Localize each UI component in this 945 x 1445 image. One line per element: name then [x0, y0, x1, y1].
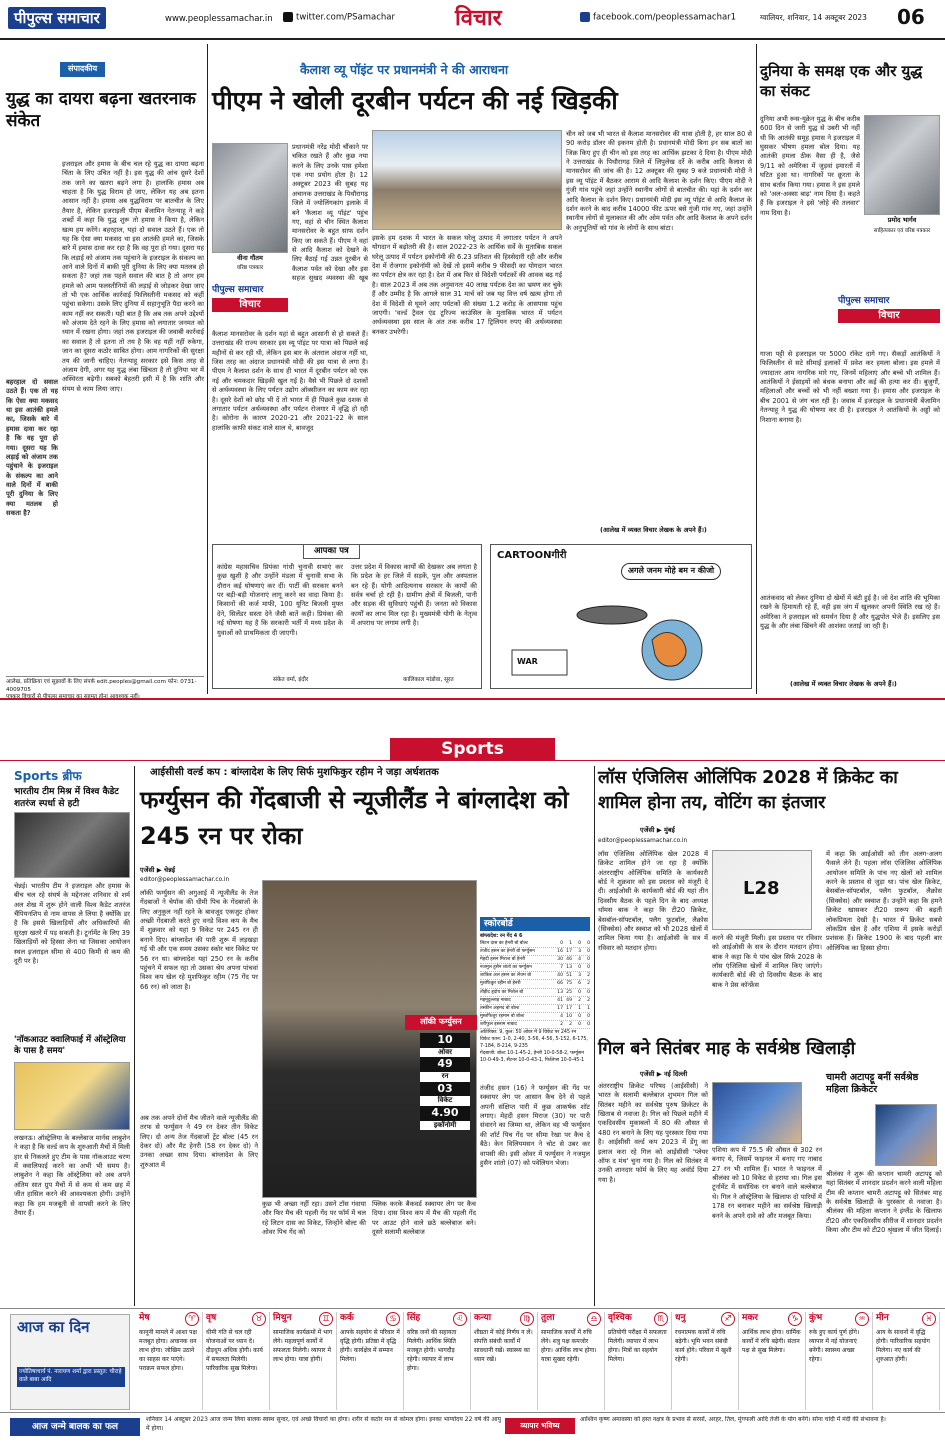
- letters-title: आपका पत्र: [303, 544, 360, 559]
- gill-body-3: श्रीलंका ने शुरू की कप्तान चामरी अटापट्टू को यहां सितंबर में शानदार प्रदर्शन करने वाली महिला टीम की कप्तान चामरी अटापट्टू को सितंबर माह के सर्वश्रेष्ठ खिलाड़ी के पुरस्कार से नवाजा है। श्रीलंका की महिला कप्तान ने इंग्लैंड के खिलाफ टी20 और एकदिवसीय सीरीज में शानदार प्रदर्शन किया और टीम को टी20 श्रृंखला में जीत दिलाई।: [826, 1170, 942, 1235]
- scorecard-value: 66: [557, 981, 563, 987]
- rashi-name: सिंह: [407, 1313, 421, 1323]
- scorecard-value: 17: [566, 1005, 572, 1011]
- zodiac-icon: ♈: [185, 1312, 199, 1326]
- scorecard-value: 0: [578, 989, 581, 995]
- rashi-column: [739, 1312, 806, 1410]
- rashi-column: [873, 1312, 940, 1410]
- editorial-body: इजराइल और हमास के बीच चल रहे युद्ध का दायरा बढ़ना चिंता के लिए उचित नहीं है। इस युद्ध की आंच दूसरे देशों तक जाने का खतरा बढ़ने लगा है। हालांकि हमास अब चाहता है कि युद्ध विराम हो जाए, लेकिन यह अब इतना आसान नहीं है। हमास अब युद्धविराम पर बातचीत के लिए तैयार है, लेकिन इजराइली पीएम बेंजामिन नेतन्याहू ने कड़े शब्दों में कहा कि युद्ध शुरू तो हमास ने किया है, लेकिन खत्म हम करेंगे। बहरहाल, यहां दो सवाल उठते हैं। एक तो यह कि ऐसा क्या मकसद था इस आतंकी हमले का, जिसके बारे में हमास दावा कर रहा है कि वह पूरा हो गया। दूसरा यह कि लड़ाई को अंजाम तक पहुंचाने के इजराइल के संकल्प का आने वाले दिनों में बाकी पूरी दुनिया के लिए क्या मतलब हो सकता है? जहां तक पहले सवाल की बात है तो अगर हम हमले को आम फलस्तीनियों की लड़ाई से जोड़कर देखा जाए तो भी एक आर्थिक कार्रवाई फिलिस्तीनी मकसद को कहीं पहुंचा सकेगा। उसके लिए दुनिया में सहानुभूति पैदा करने का काम नहीं कर सकती। यही बात है कि अब तक अपने उद्देश्यों को अंजाम देते रहने के लिए हमास को लगातार जनमत को ध्यान में रखना होगा। जहां तक इजराइल की जवाबी कार्रवाई का सवाल है तो इतना तो तय है कि वह यहीं नहीं रुकेगा, जान का दूसरा कठोर साबित होगा। आम नागरिकों की सुरक्षा तय की जानी चाहिए। नेतन्याहू सरकार इसे किस तरह से अंजाम देगी, अगर यह युद्ध लंबा खिंचता है तो दुनिया भर में अस्थिरता बढ़ेगी। सबको बेहतरी इसी में है कि शांति और संयम से काम लिया जाए।: [62, 160, 204, 393]
- scorecard-row: [480, 948, 590, 956]
- scorecard-row: [480, 956, 590, 964]
- scorecard-bowling: गेंदबाजी: बोल्ट 10-1-45-2, हेनरी 10-0-58-2, फर्ग्युसन 10-0-49-3, सैंटनर 10-0-43-1, फिलिप्स 10-0-45-1: [480, 1050, 585, 1063]
- right-body-1: दुनिया अभी रूस-यूक्रेन युद्ध के बीच करीब 600 दिन से जारी युद्ध से उबरी भी नहीं थी कि आतंकी समूह हमास ने इजराइल में घुसकर भीषण हमला बोल दिया। यह आतंकी हमला ठीक वैसा ही है, जैसे 9/11 को अमेरिका में जुड़वां इमारतों में घटित हुआ था। नागरिकों पर क्रूरता के साथ बर्ताव किया गया। हमास ने इस हमले को 'अल-अक्सा बाढ़' नाम दिया है। कहते हैं कि इजराइल ने इसे 'लोहे की तलवार' नाम दिया है।: [760, 115, 860, 217]
- lead-section-tag: विचार: [212, 298, 288, 312]
- scorecard-batsman: तौहीद हृदोय का मिशेल बो: [480, 989, 524, 995]
- right-logo: पीपुल्स समाचार: [838, 296, 890, 306]
- scorecard-value: 0: [578, 940, 581, 946]
- rashi-text: कानूनी मामले में आशा पक्ष मजबूत होगा। अचानक धन लाभ होगा। जोखिम उठाने का साहस कर पाएंगे। पराक्रम सफल होगा।: [139, 1328, 197, 1372]
- scorecard-value: 0: [587, 940, 590, 946]
- rashi-text: धीमी गति से चल रही योजनाओं पर ध्यान दें। दौड़धूप अधिक होगी। कार्य में सफलता मिलेगी। पारिवारिक सुख मिलेगा।: [206, 1328, 263, 1372]
- stat-economy-label: इकॉनोमी: [420, 1121, 470, 1130]
- rashi-text: आपके सहयोग से परिवार में वृद्धि होगी। प्रतिष्ठा में वृद्धि होगी। कार्यक्षेत्र में सम्मान मिलेगा।: [340, 1328, 400, 1363]
- gill-byline: एजेंसी ▶ नई दिल्ली: [640, 1070, 688, 1078]
- scorecard-value: 3: [578, 973, 581, 979]
- scorecard-row: [480, 1013, 590, 1021]
- editorial-footer-email: आलेख, प्रतिक्रिया एवं सुझावों के लिए संपर्क edit.peoples@gmail.com फोन: 0731-4009705: [6, 679, 197, 693]
- la-body-2: में कहा कि आईओसी को तीन अलग-अलग फैसले लेने हैं। पहला लॉस एंजिलिस ओलिंपिक आयोजन समिति के पांच नए खेलों को शामिल करने के प्रस्ताव से जुड़ा था। पांच खेल क्रिकेट, बेसबॉल-सॉफ्टबॉल, फ्लैग फुटबॉल, लैक्रोस (सिक्सेस) और स्क्वाश हैं। उन्होंने कहा कि हमने क्रिकेट खासकर टी20 प्रारूप की बढ़ती लोकप्रियता देखी है। भारत में क्रिकेट सबसे लोकप्रिय खेल है और एशिया में इसके करोड़ों प्रशंसक हैं। क्रिकेट 1900 के बाद पहली बार ओलिंपिक का हिस्सा होगा।: [826, 850, 942, 952]
- rashi-column: [538, 1312, 605, 1410]
- scorecard-batsman: तस्कीन अहमद बो बोल्ट: [480, 1005, 520, 1011]
- chess-photo: [14, 812, 130, 878]
- scorecard-value: 30: [557, 957, 563, 963]
- stat-wickets-label: विकेट: [420, 1096, 470, 1105]
- section-title: विचार: [455, 6, 502, 31]
- rashi-name: कन्या: [474, 1313, 492, 1323]
- brief-body: चेन्नई। भारतीय टीम ने इजराइल और हमास के बीच चल रहे संघर्ष के मद्देनजर शनिवार से शर्म अल शेख में शुरू होने वाली विश्व कैडेट शतरंज चैंपियनशिप से नाम वापस ले लिया है क्योंकि डर है कि इससे खिलाड़ियों और अधिकारियों की सुरक्षा खतरे में पड़ सकती है। टूर्नामेंट के लिए 39 खिलाड़ियों को हिस्सा लेना था जिसका आयोजन स्थल इजराइल सीमा से 400 किमी से कम की दूरी पर है।: [14, 882, 130, 965]
- scorecard-value: 7: [560, 965, 563, 971]
- letter-2-sign: कालिकाल मांडोवा, सूरत: [403, 677, 454, 683]
- scorecard-value: 25: [566, 989, 572, 995]
- sports-brief-title: Sports ब्रीफ: [14, 769, 82, 783]
- right-section-tag: विचार: [838, 309, 940, 323]
- cartoon-drawing: [497, 585, 747, 685]
- rashi-text: आय के साधनों में वृद्धि होगी। पारिवारिक सहयोग मिलेगा। नए कार्य की शुरुआत होगी।: [876, 1328, 930, 1363]
- scorecard-value: 16: [557, 949, 563, 954]
- scorecard-value: 0: [587, 1013, 590, 1019]
- rashi-column: [672, 1312, 739, 1410]
- today-title: आज का दिन: [17, 1318, 90, 1336]
- rashi-text: शीघ्रता में कोई निर्णय न लें। संपत्ति संबंधी कार्यों में सावधानी रखें। स्वास्थ्य का ध्यान रखें।: [474, 1328, 533, 1363]
- author-role: वरिष्ठ पत्रकार: [236, 265, 264, 271]
- la-headline: लॉस एंजिलिस ओलिंपिक 2028 में क्रिकेट का शामिल होना तय, वोटिंग का इंतजार: [598, 768, 898, 814]
- zodiac-icon: ♑: [788, 1312, 802, 1326]
- main-email: editor@peoplessamachar.co.in: [140, 877, 230, 883]
- rashi-name: धनु: [675, 1313, 686, 1323]
- right-author-role: साहित्यकार एवं वरिष्ठ पत्रकार: [873, 228, 931, 234]
- stat-overs-label: ओवर: [420, 1048, 470, 1057]
- scorecard-rows: [480, 940, 590, 1029]
- right-body-3: आतंकवाद को लेकर दुनिया दो खेमों में बंटी हुई है। जो देश शांति की भूमिका रखने के हिमायती रहे हैं, वही इस जंग में खुलकर अपनी स्थिति रख रहे हैं। अमेरिका ने इजराइल को समर्थन दिया है और युद्धपोत भेजे हैं। इसलिए इस युद्ध के और लंबा खिंचने की आशंका जताई जा रही है।: [760, 594, 940, 631]
- scorecard-value: 13: [566, 965, 572, 971]
- lead-note: (आलेख में व्यक्त विचार लेखक के अपने हैं।): [600, 526, 707, 534]
- today-box: [10, 1314, 130, 1410]
- rashi-text: रचनात्मक कार्यों में रुचि बढ़ेगी। भूमि भवन संबंधी कार्य होंगे। परिवार में खुशी रहेगी।: [675, 1328, 732, 1363]
- scorecard-value: 0: [578, 965, 581, 971]
- zodiac-icon: ♏: [654, 1312, 668, 1326]
- cartoon-title: CARTOONगीरी: [497, 550, 567, 561]
- scorecard-value: 46: [566, 957, 572, 963]
- main-kicker: आईसीसी वर्ल्ड कप : बांग्लादेश के लिए सिर्फ मुशफिकुर रहीम ने जड़ा अर्धशतक: [150, 767, 439, 778]
- right-headline: दुनिया के समक्ष एक और युद्ध का संकट: [760, 62, 923, 100]
- main-col2: अब तक अपने दोनों मैच जीतने वाले न्यूजीलैंड की तरफ से फर्ग्युसन ने 49 रन देकर तीन विकेट लिए। दो अन्य तेज गेंदबाजों ट्रेंट बोल्ट (45 रन देकर दो) और मैट हेनरी (58 रन देकर दो) ने उनका अच्छा साथ दिया। बांग्लादेश के लिए शुरुआत में: [140, 1114, 258, 1169]
- lead-logo: पीपुल्स समाचार: [212, 285, 264, 295]
- scorecard-row: [480, 989, 590, 997]
- scorecard-row: [480, 972, 590, 980]
- la-body-3: करने की मंजूरी मिली। इस प्रस्ताव पर रविवार को आईओसी के सत्र के दौरान मतदान होगा। बाक ने कहा कि ये पांच खेल सिर्फ 2028 के लॉस एंजिलिस खेलों में शामिल किए जाएंगे। कार्यकारी बोर्ड की दो दिवसीय बैठक के बाद बाक ने प्रेस कॉन्फ्रेंस: [712, 934, 822, 989]
- scorecard-batsman: मेहदी हसन मिराज बो हेनरी: [480, 957, 526, 963]
- letter-2: उत्तर प्रदेश में विकास कार्यों की देखकर अब लगता है कि प्रदेश के हर जिले में सड़कें, पुल और अस्पताल बन रहे हैं। योगी आदित्यनाथ सरकार के कार्यों की सर्वत्र चर्चा हो रही है। ग्रामीण क्षेत्रों में बिजली, पानी और सड़क की सुविधाएं पहुंची हैं। जनता को विकास कार्यों का लाभ मिल रहा है। मुख्यमंत्री योगी के नेतृत्व में अपराध पर लगाम लगी है।: [351, 563, 477, 628]
- lead-kicker: कैलाश व्यू पॉइंट पर प्रधानमंत्री ने की आराधना: [300, 62, 509, 77]
- rashi-column: [270, 1312, 337, 1410]
- scorecard-value: 0: [578, 1013, 581, 1019]
- quote-headline: 'नॉकआउट क्वालिफाई में ऑस्ट्रेलिया के पास है समय': [14, 1035, 126, 1057]
- stat-wickets-value: 03: [420, 1082, 470, 1097]
- letter-1-sign: संकेत वर्मा, इंदौर: [273, 677, 309, 683]
- rashi-text: सामाजिक कार्यों में रुचि लेंगे। शत्रु पक्ष कमजोर होगा। आर्थिक लाभ होगा। यात्रा सुखद रहेगी।: [541, 1328, 597, 1363]
- scorecard-batsman: शरीफुल इस्लाम नाबाद: [480, 1021, 517, 1027]
- gill-subhead: चामरी अटापट्टू बनीं सर्वश्रेष्ठ महिला क्रिकेटर: [826, 1072, 919, 1096]
- author-photo: [212, 143, 288, 253]
- rashi-name: मेष: [139, 1313, 150, 1323]
- lead-logo-box: [212, 284, 288, 312]
- letter-1: कांग्रेस महासचिव प्रियंका गांधी चुनावी सभाएं कर कुछ खुशी है और उन्होंने मंडला में चुनावी सभा के दौरान कई घोषणाएं कर दीं। पार्टी की सरकार बनने पर बड़ी-बड़ी योजनाएं लागू करने का वादा किया है। किसानों की कर्ज माफी, 100 यूनिट बिजली मुफ्त देने, सिलेंडर सस्ता देने जैसी बातें कही। प्रियंका की नई घोषणा यह है कि सरकारी भर्ती में मध्य प्रदेश के युवाओं को प्राथमिकता दी जाएगी।: [217, 563, 343, 637]
- scorecard-row: [480, 1021, 590, 1029]
- scorecard-batsman: शाकिब अल हसन का लैथम बो: [480, 973, 532, 979]
- stat-overs-value: 10: [420, 1033, 470, 1048]
- scorecard-value: 0: [578, 1021, 581, 1027]
- newspaper-logo[interactable]: पीपुल्स समाचार: [8, 8, 106, 28]
- scorecard-value: 17: [566, 949, 572, 954]
- dateline: ग्वालियर, शनिवार, 14 अक्टूबर 2023: [760, 13, 867, 22]
- page-number: 06: [897, 5, 925, 29]
- rashi-text: आर्थिक लाभ होगा। धार्मिक कार्यों में रुचि बढ़ेगी। संतान पक्ष से सुख मिलेगा।: [742, 1328, 801, 1354]
- scorecard-value: 1: [587, 1005, 590, 1011]
- brief-headline: भारतीय टीम मिश्र में विश्व कैडेट शतरंज स्पर्धा से हटी: [14, 787, 119, 810]
- zodiac-icon: ♒: [855, 1312, 869, 1326]
- scorecard-value: 2: [569, 1021, 572, 1027]
- birth-text: शनिवार 14 अक्टूबर 2023 आज जन्म लिया बालक स्वस्थ सुन्दर, एवं अच्छे विचारों का होगा। शरीर से कठोर मन से कोमल होगा। इनका भाग्योदय 22 वर्ष की आयु में होगा।: [146, 1416, 501, 1432]
- rashi-text: सामाजिक कार्यक्रमों में भाग लेंगे। महत्वपूर्ण कार्यों में सफलता मिलेगी। व्यापार में लाभ होगा। यात्रा होगी।: [273, 1328, 333, 1363]
- player-tag: लॉकी फर्ग्युसन: [405, 1015, 477, 1030]
- rashi-column: [404, 1312, 471, 1410]
- scorecard-value: 51: [566, 973, 572, 979]
- main-col4: फ्लिक करके बैकवर्ड स्क्वायर लेग पर कैच दिया। दास विश्व कप में मैच की पहली गेंद पर आउट होने वाले छठे बल्लेबाज बने। दूसरे सलामी बल्लेबाज: [372, 1200, 476, 1237]
- scorecard-value: 10: [566, 1013, 572, 1019]
- scorecard-row: [480, 980, 590, 988]
- right-author-photo: [864, 115, 940, 215]
- scorecard-summary: [480, 1030, 590, 1065]
- scorecard-value: 40: [557, 973, 563, 979]
- scorecard-value: 49: [566, 997, 572, 1003]
- rashi-column: [605, 1312, 672, 1410]
- stat-runs-value: 49: [420, 1057, 470, 1072]
- right-body-2: गाजा पट्टी से इजराइल पर 5000 रॉकेट दागे गए। सैकड़ों आतंकियों ने फिलिस्तीन से सटे सीमाई इलाकों में प्रवेश कर हमला बोला। इस हमले में ज्यादातर आम नागरिक मारे गए, जिनमें महिलाएं और बच्चे भी शामिल हैं। आतंकियों ने ईसाइयों को बंधक बनाया और कई की हत्या कर दी। बुजुर्गों, महिलाओं और बच्चों को भी नहीं बख्शा गया है। हमास और इजराइल के बीच 2001 से जंग चल रही है। जवाब में इजराइल के प्रधानमंत्री बेंजामिन नेतन्याहू ने युद्ध की घोषणा कर दी है। इजराइल ने आतंकियों के अड्डों को निशाना बनाया है।: [760, 350, 940, 424]
- scorecard-row: [480, 1005, 590, 1013]
- twitter-link[interactable]: twitter.com/PSamachar: [283, 12, 395, 24]
- market-text: आश्विन कृष्ण अमावस्या को हस्त नक्षत्र के प्रभाव से सरसों, अरहर, तिल, मूंगफली आदि तेजी के योग बनेंगे। सोना चांदी में मंदी की संभावना है।: [580, 1416, 886, 1423]
- scorecard-value: 2: [587, 997, 590, 1003]
- scorecard-title: स्कोरबोर्ड: [480, 917, 590, 931]
- lead-headline: पीएम ने खोली दूरबीन पर्यटन की नई खिड़की: [212, 86, 618, 115]
- zodiac-icon: ♋: [386, 1312, 400, 1326]
- birth-label: आज जन्मे बालक का फल: [10, 1418, 140, 1436]
- scorecard-batsman: मुशफिकुर रहीम बो हेनरी: [480, 981, 521, 987]
- right-author-name: प्रमोद भार्गव: [887, 216, 917, 224]
- rashi-name: तुला: [541, 1313, 555, 1323]
- la-byline: एजेंसी ▶ मुंबई: [640, 826, 675, 834]
- lead-photo: [372, 130, 562, 230]
- scorecard-value: 17: [557, 1005, 563, 1011]
- main-col1: लॉकी फर्ग्युसन की अगुआई में न्यूजीलैंड के तेज गेंदबाजों ने चेपॉक की धीमी पिच के गेंदबाजों के लिए अनुकूल नहीं रहने के बावजूद एकजुट होकर अच्छी गेंदबाजी करते हुए वनडे विश्व कप के मैच में शुक्रवार को यहां 9 विकेट पर 245 रन ही बनाने दिए। बांग्लादेश की पारी शुरू में लड़खड़ा गई थी और एक समय उसका स्कोर चार विकेट पर 56 रन था। बांग्लादेश यहां 250 रन के करीब पहुंचने में सफल रहा तो उसका श्रेय अपना पांचवां विश्व कप खेल रहे मुशफिकुर रहीम (75 गेंद पर 66 रन) को जाता है।: [140, 889, 258, 991]
- labuschagne-photo: [14, 1062, 130, 1130]
- right-note: (आलेख में व्यक्त विचार लेखक के अपने हैं।): [790, 680, 897, 688]
- gill-headline: गिल बने सितंबर माह के सर्वश्रेष्ठ खिलाड़ी: [598, 1039, 856, 1059]
- facebook-link[interactable]: facebook.com/peoplessamachar1: [580, 12, 736, 24]
- scorecard: [480, 917, 590, 1047]
- letters-box: [212, 544, 482, 689]
- main-headline: फर्ग्युसन की गेंदबाजी से न्यूजीलैंड ने बांग्लादेश को 245 रन पर रोका: [140, 786, 569, 850]
- stat-economy-value: 4.90: [420, 1106, 470, 1121]
- la28-logo-box: [712, 850, 812, 930]
- rashi-column: [203, 1312, 270, 1410]
- scorecard-value: 0: [587, 949, 590, 954]
- gill-body: अंतरराष्ट्रीय क्रिकेट परिषद (आईसीसी) ने भारत के सलामी बल्लेबाज शुभमन गिल को सितंबर महीने का सर्वश्रेष्ठ पुरुष क्रिकेटर के खिताब से नवाजा है। गिल को पिछले महीने में एकदिवसीय मुकाबलों में 80 की औसत से 480 रन बनाने के लिए यह पुरस्कार दिया गया है। आईसीसी वर्ल्ड कप 2023 में डेंगू का इलाज करा रहे गिल को आईसीसी 'प्लेयर ऑफ द मंथ' चुना गया है। गिल को सितंबर में उनकी शानदार फॉर्म के लिए यह अवॉर्ड दिया गया है।: [598, 1082, 708, 1184]
- la28-logo: L28: [743, 878, 780, 899]
- editorial-headline: युद्ध का दायरा बढ़ना खतरनाक संकेत: [6, 89, 196, 132]
- scorecard-value: 2: [587, 981, 590, 987]
- scorecard-value: 4: [560, 1013, 563, 1019]
- rashi-name: कर्क: [340, 1313, 354, 1323]
- scorecard-batsman: तंजीद हसन का हेनरी बो फर्ग्युसन: [480, 949, 535, 954]
- twitter-icon: [283, 12, 293, 22]
- rashi-text: वरिष्ठ जनों की सहायता मिलेगी। आर्थिक स्थिति मजबूत होगी। भागदौड़ रहेगी। व्यापार में लाभ होगा।: [407, 1328, 457, 1372]
- rashi-column: [806, 1312, 873, 1410]
- scorecard-batsman: नजमुल हुसैन शांतो का फर्ग्युसन: [480, 965, 532, 971]
- athapaththu-photo: [875, 1104, 937, 1166]
- masthead: [0, 0, 945, 40]
- author-name: वीना गौतम: [237, 254, 263, 262]
- lead-col1-cont: कैलाश मानसरोवर के दर्शन यहां से बहुत आसानी से हो सकते हैं। उत्तराखंड की राज्य सरकार इस व्यू पॉइंट पर यात्रा को पिछले कई महीनों से कर रही थी, लेकिन इस बार के अंतराल अंदाज नहीं था, जिस तरह का अंदाज प्रधानमंत्री मोदी की इस यात्रा से लगा है। पीएम ने कैलाश दर्शन के साथ ही भारत में दूरबीन पर्यटन को एक नई और चमकदार खिड़की खुल गई है। वैसे भी पिछले दो दशकों से अर्थव्यवस्था के लिए पर्यटन उद्योग ऑक्सीजन का काम कर रहा है। दूसरे देशों को छोड़ भी दें तो भारत में ही पिछले कुछ दशक से लगातार पर्यटन अर्थव्यवस्था और पर्यटन रोजगार में वृद्धि हो रही है। कोरोना के कारण 2020-21 और 2021-22 के साल हालांकि काफी संकट वाले साल थे, बावजूद: [212, 330, 368, 432]
- main-col3: कुछ भी अच्छा नहीं रहा। उसने टॉस गंवाया और फिर मैच की पहली गेंद पर फॉर्म में चल रहे लिटन दास का विकेट, जिन्होंने बोल्ट की ओवर पिच गेंद को: [262, 1200, 366, 1237]
- zodiac-icon: ♉: [252, 1312, 266, 1326]
- scorecard-value: 1: [578, 1005, 581, 1011]
- rashi-name: मकर: [742, 1313, 758, 1323]
- zodiac-icon: ♌: [453, 1312, 467, 1326]
- scorecard-value: 41: [557, 997, 563, 1003]
- cartoon-box: [490, 544, 752, 689]
- lead-col4: चीन को जब भी भारत से कैलाश मानसरोवर की यात्रा होती है, हर साल 80 से 90 करोड़ डॉलर की इकनम होती है। प्रधानमंत्री मोदी बिना इन सब बातों का जिक्र किए हुए ही चीन को इस तरह का आर्थिक झटका दे दिया है। पीएम मोदी ने उत्तराखंड के पिथौरागढ़ जिले में लिपुलेख दर्रे के करीब आदि कैलाश से मानसरोवर की जांच की है। 12 अक्टूबर की सुबह 9 बजे प्रधानमंत्री मोदी ने इस व्यू पॉइंट में बैठकर आराम से आदि कैलाश के दर्शन किए। पीएम मोदी ने गुंजी गांव पहुंचे जहां उन्होंने स्थानीय लोगों से बातचीत की। यहां के दर्शन कर आदि कैलाश के दर्शन किए। प्रधानमंत्री मोदी इस व्यू पॉइंट से आदि कैलाश के दर्शन करने के बाद करीब 14000 फीट ऊपर बसे गुंजी गांव गए, जहां उन्होंने स्थानीय लोगों से मुलाकात की और ओम पर्वत और आदि कैलाश के अपने दर्शन के अनुभूतियों को गांव के लोगों के साथ बांटा।: [566, 130, 752, 232]
- rashi-column: [136, 1312, 203, 1410]
- market-label: व्यापार भविष्य: [505, 1418, 575, 1434]
- rashi-text: प्रतियोगी परीक्षा में सफलता मिलेगी। व्यापार में लाभ होगा। मित्रों का सहयोग मिलेगा।: [608, 1328, 667, 1363]
- zodiac-icon: ♊: [319, 1312, 333, 1326]
- today-body: ज्योतिषाचार्य पं. नारायण शर्मा द्वारा प्रस्तुत: चौराहे वाले बाबा आदि: [17, 1367, 125, 1387]
- main-byline: एजेंसी ▶ चेन्नई: [140, 866, 176, 874]
- zodiac-icon: ♍: [520, 1312, 534, 1326]
- gill-body-2: एशिया कप में 75.5 की औसत से 302 रन बनाए थे, जिसमें फाइनल में बनाए गए नाबाद 27 रन भी शामिल हैं। भारत ने फाइनल में श्रीलंका को 10 विकेट से हराया था। गिल इस टूर्नामेंट में सर्वाधिक रन बनाने वाले बल्लेबाज थे। गिल ने ऑस्ट्रेलिया के खिलाफ दो पारियों में 178 रन बनाकर महीने का सर्वश्रेष्ठ खिलाड़ी बनने के अपने दावे को और मजबूत किया।: [712, 1146, 822, 1220]
- scorecard-value: 0: [560, 940, 563, 946]
- scorecard-value: 0: [587, 989, 590, 995]
- scorecard-fow: विकेट पतन: 1-0, 2-40, 3-56, 4-56, 5-152, 6-175, 7-184, 8-214, 9-235: [480, 1036, 588, 1049]
- scorecard-value: 2: [587, 973, 590, 979]
- zodiac-icon: ♎: [587, 1312, 601, 1326]
- stat-runs-label: रन: [420, 1072, 470, 1081]
- scorecard-extras: अतिरिक्त: 9, कुल: 50 ओवर में 9 विकेट पर 245 रन: [480, 1030, 577, 1035]
- sports-section-label: Sports: [390, 738, 555, 760]
- la-body: लॉस एंजिलिस ओलिंपिक खेल 2028 में क्रिकेट शामिल होने जा रहा है क्योंकि अंतरराष्ट्रीय ओलिंपिक समिति के कार्यकारी बोर्ड ने शुक्रवार को इस प्रस्ताव को मंजूरी दे दी। आईओसी के कार्यकारी बोर्ड की यहां तीन दिवसीय बैठक के पहले दिन के बाद अध्यक्ष थॉमस बाक ने कहा कि टी20 क्रिकेट, बेसबॉल-सॉफ्टबॉल, फ्लैग फुटबॉल, लैक्रोस (सिक्सेस) और स्क्वाश को भी 2028 खेलों में शामिल किया गया है। आईओसी के सत्र में रविवार को मतदान होगा।: [598, 850, 708, 952]
- rashi-column: [337, 1312, 404, 1410]
- scorecard-value: 0: [587, 965, 590, 971]
- cartoon-label: WAR: [517, 657, 538, 666]
- scorecard-row: [480, 964, 590, 972]
- scorecard-value: 1: [569, 940, 572, 946]
- right-logo-box: [838, 295, 940, 323]
- rashi-name: वृश्चिक: [608, 1313, 632, 1323]
- scorecard-value: 2: [560, 1021, 563, 1027]
- la-email: editor@peoplessamachar.co.in: [598, 838, 688, 844]
- rashi-column: [471, 1312, 538, 1410]
- scorecard-value: 0: [587, 1021, 590, 1027]
- scorecard-value: 13: [557, 989, 563, 995]
- website-link[interactable]: www.peoplessamachar.in: [165, 14, 273, 24]
- quote-body: लखनऊ। ऑस्ट्रेलिया के बल्लेबाज मार्नस लाबुशेन ने कहा है कि वर्ल्ड कप के शुरुआती मैचों में मिली हार से निकलते हुए टीम के पास नॉकआउट चरण में क्वालिफाई करने का अभी भी समय है। लाबुशेन ने कहा कि ऑस्ट्रेलिया को अब अपने अंतिम सात ग्रुप मैचों में से कम से कम छह में जीत हासिल करने की आवश्यकता होगी। उन्होंने कहा कि हम मजबूती से वापसी करने के लिए तैयार हैं।: [14, 1134, 130, 1217]
- gill-photo: [712, 1082, 802, 1144]
- lead-col1: प्रधानमंत्री नरेंद्र मोदी चौंकाने पर चकित रखते हैं और कुछ नया करने के लिए उनके पास हमेशा एक नया प्रयोग होता है। 12 अक्टूबर 2023 की सुबह यह अचानक उत्तराखंड के पिथौरागढ़ जिले में ज्योलिंगकांग इलाके में बने 'कैलाश व्यू पॉइंट' पहुंच गए, वहां से चीन स्थित कैलाश मानसरोवर के बहुत साफ दर्शन किए जा सकते हैं। पीएम ने वहां से आदि कैलाश को देखने के लिए बैठाई गई उन्नत दूरबीन से कैलाश पर्वत को देखा और इस सहज सुखद व्यवस्था की खूब: [292, 143, 368, 283]
- stats-box: [420, 1033, 470, 1130]
- editorial-tag: संपादकीय: [60, 62, 105, 77]
- stats-body: तंजीद हसन (16) ने फर्ग्युसन की गेंद पर स्क्वायर लेग पर आसान कैच देने से पहले अपनी संक्षिप्त पारी में कुछ आकर्षक शॉट लगाए। मेहदी हसन मिराज (30) पर पारी संवारने का जिम्मा था, लेकिन वह भी फर्ग्युसन की शॉर्ट पिच गेंद पर सीमा रेखा पर कैच दे बैठे। केन विलियमसन ने चोट से उबर कर वापसी की। इसी ओवर में फर्ग्युसन ने नजमुल हुसैन शांतो (07) को पवेलियन भेजा।: [480, 1084, 590, 1167]
- scorecard-batsman: लिटन दास का हेनरी बो बोल्ट: [480, 940, 528, 946]
- scorecard-value: 2: [578, 997, 581, 1003]
- scorecard-value: 3: [578, 949, 581, 954]
- editorial-pullquote: बहरहाल दो सवाल उठते हैं। एक तो यह कि ऐसा क्या मकसद था इस आतंकी हमले का, जिसके बारे में हमास दावा कर रहा है कि वह पूरा हो गया। दूसरा यह कि लड़ाई को अंजाम तक पहुंचाने के इजराइल के संकल्प का आने वाले दिनों में बाकी पूरी दुनिया के लिए क्या मतलब हो सकता है?: [6, 378, 58, 518]
- rashi-name: वृष: [206, 1313, 217, 1323]
- zodiac-icon: ♓: [922, 1312, 936, 1326]
- rashi-name: मिथुन: [273, 1313, 292, 1323]
- scorecard-value: 4: [578, 957, 581, 963]
- scorecard-value: 75: [566, 981, 572, 987]
- rashi-name: मीन: [876, 1313, 889, 1323]
- scorecard-batsman: मुस्तफिजुर रहमान बो बोल्ट: [480, 1013, 525, 1019]
- facebook-icon: [580, 12, 590, 22]
- scorecard-row: [480, 997, 590, 1005]
- scorecard-header: बांग्लादेश: रन गेंद 4 6: [480, 933, 523, 940]
- scorecard-row: [480, 940, 590, 948]
- rashi-name: कुंभ: [809, 1313, 823, 1323]
- lead-col3: इसके हम दशक में भारत के सकल घरेलू उत्पाद में लगातार पर्यटन ने अपने योगदान में बढ़ोतरी की है। साल 2022-23 के आर्थिक सर्वे के मुताबिक सकल घरेलू उत्पाद में पर्यटन इकोनॉमी की 6.23 प्रतिशत की हिस्सेदारी रही और करीब देश में रोजगार इकोनॉमी को देखें तो इसमें करीब 9 फीसदी का योगदान भारत का पर्यटन क्षेत्र कर रहा है। देश में अब फिर से विदेशी पर्यटकों की आवक बढ़ गई है। साल 2023 में अब तक अनुमानतः 40 लाख पर्यटक देश का भ्रमण कर चुके हैं और उम्मीद है कि आगले साल 31 मार्च को जब यह वित्त वर्ष खत्म होगा तो देश में विदेशी से घूमने आए पर्यटकों की संख्या 1.2 करोड़ के आसपास पहुंच जाएगी। 'वर्ल्ड ट्रैवल एंड टूरिज्म काउंसिल के मुताबिक भारत में पर्यटन अर्थव्यवस्था इस साल के अंत तक करीब 17 ट्रिलियन रुपए की अर्थव्यवस्था बनकर उभरेगी।: [372, 234, 562, 336]
- cartoon-bubble: अगले जनम मोहे बम न कीजो: [621, 563, 721, 580]
- scorecard-value: 6: [578, 981, 581, 987]
- scorecard-batsman: महमूदुल्लाह नाबाद: [480, 997, 511, 1003]
- rashi-text: रुके हुए कार्य पूर्ण होंगे। व्यापार में नई योजनाएं बनेंगी। स्वास्थ्य अच्छा रहेगा।: [809, 1328, 860, 1363]
- zodiac-icon: ♐: [721, 1312, 735, 1326]
- scorecard-value: 0: [587, 957, 590, 963]
